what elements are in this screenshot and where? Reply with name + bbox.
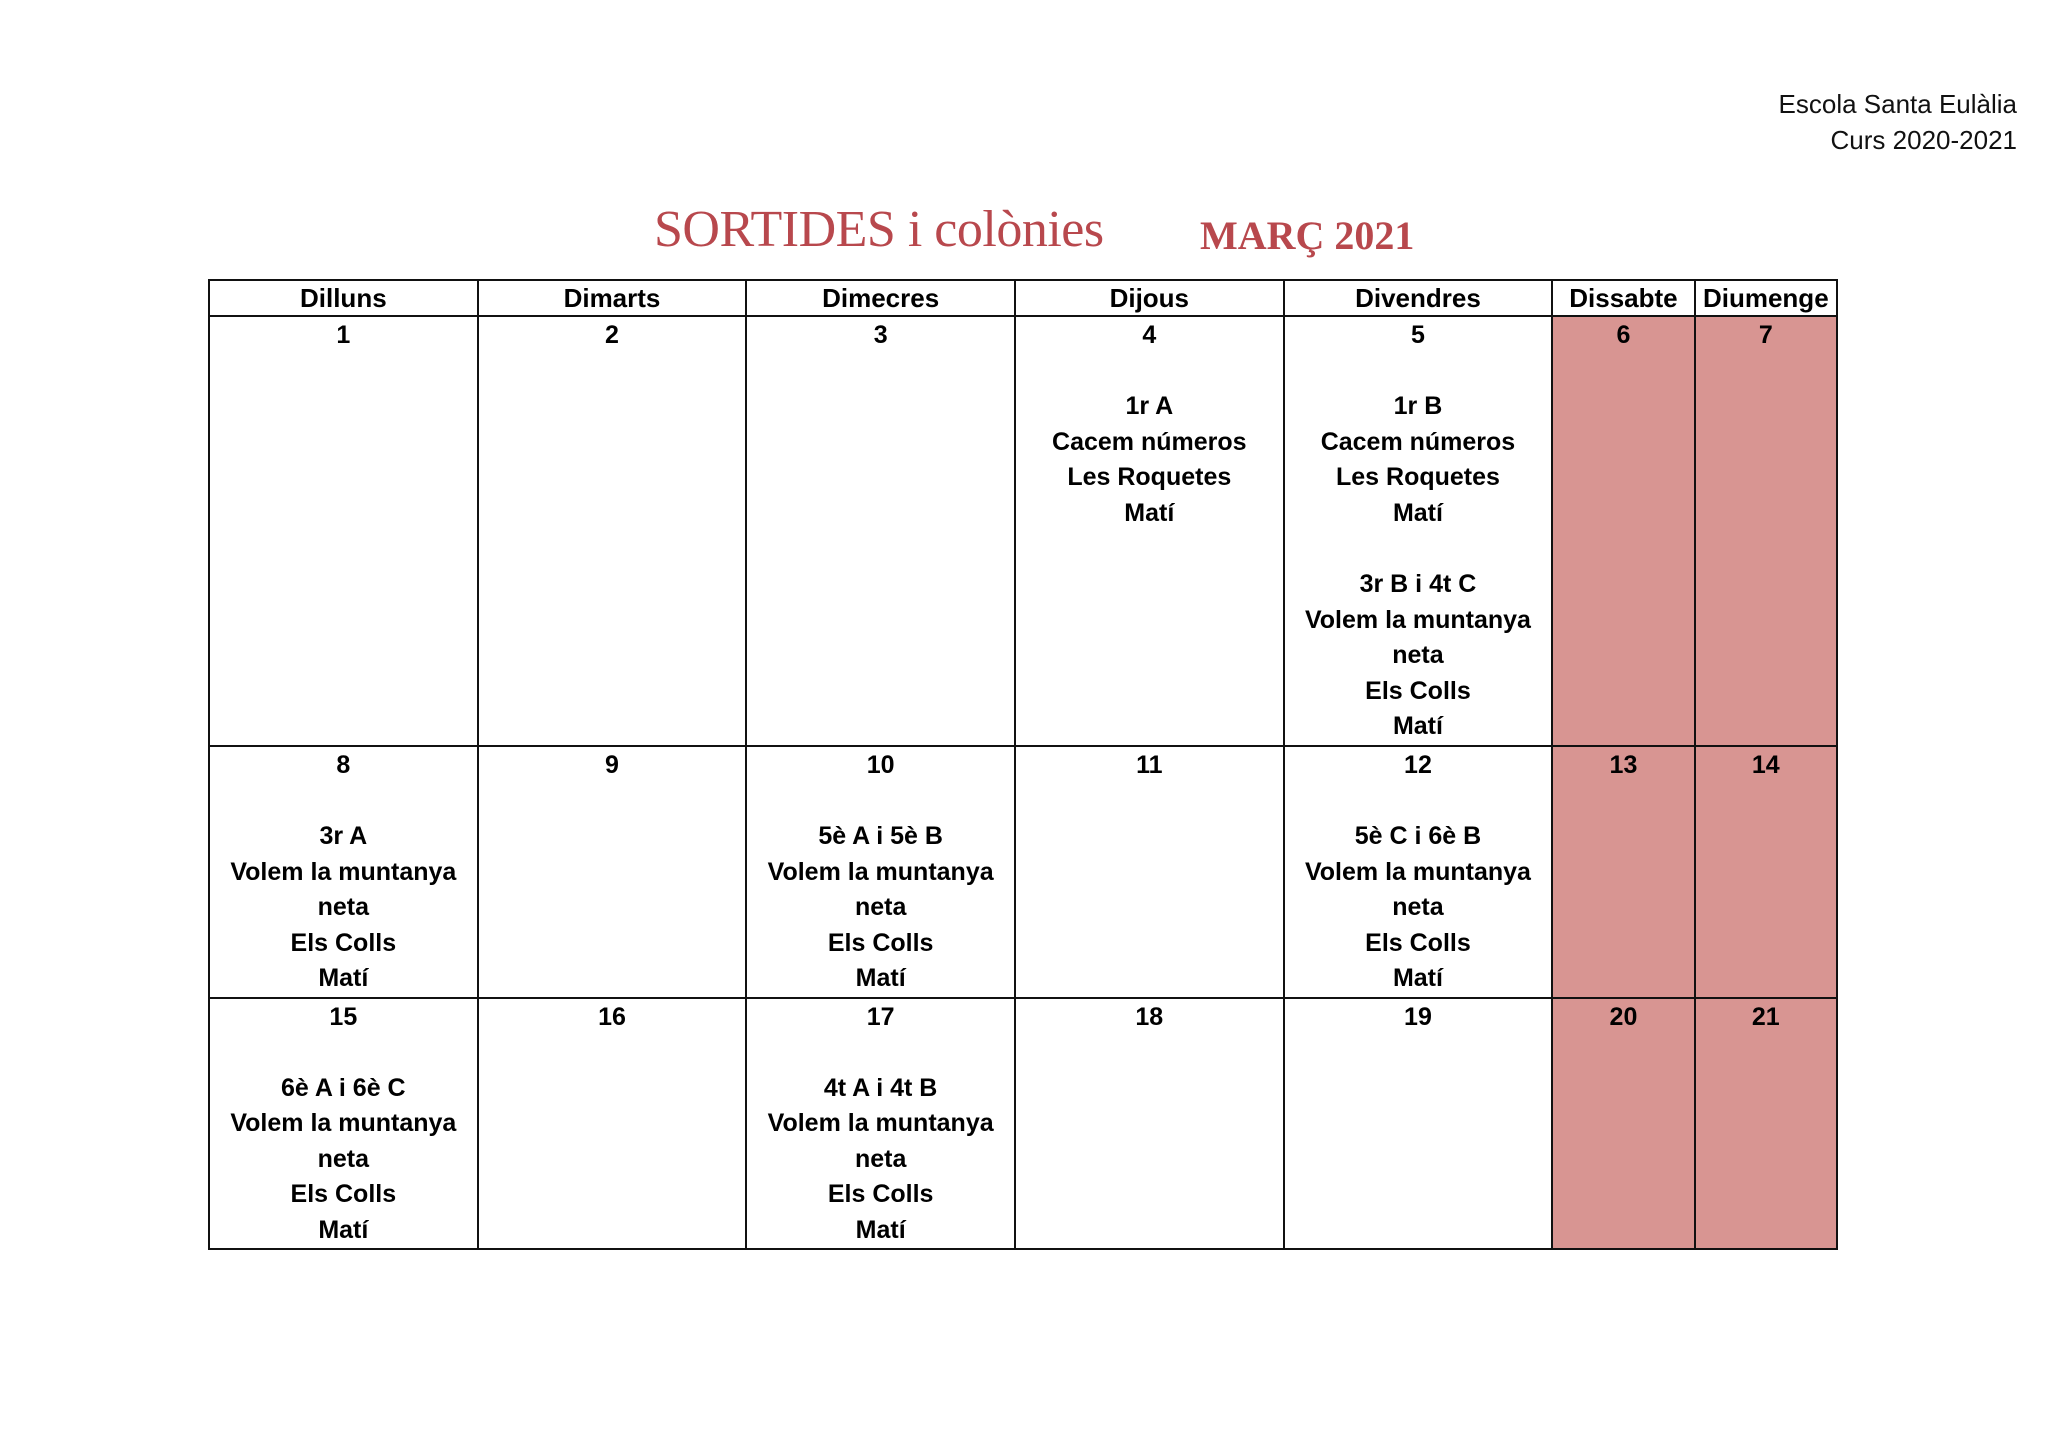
- day-cell: [209, 316, 478, 746]
- event-group: 6è A i 6è C: [281, 1073, 406, 1102]
- event-detail: Matí: [1392, 498, 1443, 527]
- event-detail: Matí: [318, 1215, 369, 1244]
- weekday-header: Dimecres: [746, 280, 1015, 316]
- event-group: 4t A i 4t B: [823, 1073, 938, 1102]
- event-detail: Els Colls: [1365, 676, 1471, 705]
- day-cell: [1695, 316, 1837, 746]
- day-number: 8: [336, 751, 351, 779]
- event-detail: Matí: [318, 964, 369, 992]
- event-detail: Matí: [855, 964, 906, 992]
- school-name: Escola Santa Eulàlia: [1778, 89, 2017, 119]
- day-cell: [209, 998, 478, 1250]
- event-detail: neta: [854, 1144, 907, 1173]
- event-detail: Els Colls: [290, 928, 397, 957]
- day-cell: [1284, 746, 1553, 998]
- day-number: 15: [329, 1002, 358, 1031]
- event-group: 3r B i 4t C: [1359, 570, 1477, 598]
- weekday-header: Dimarts: [478, 280, 747, 316]
- outing-event: [1020, 389, 1279, 531]
- page-title: SORTIDES i colònies: [654, 201, 1104, 258]
- day-number: 18: [1135, 1002, 1164, 1031]
- day-cell: [746, 316, 1015, 746]
- weekday-header: Dilluns: [209, 280, 478, 316]
- event-detail: neta: [1392, 893, 1444, 921]
- day-cell: [1015, 998, 1284, 1250]
- event-detail: Cacem números: [1052, 427, 1247, 456]
- day-number: 9: [605, 751, 619, 779]
- day-number: 14: [1751, 751, 1780, 779]
- day-number: 21: [1751, 1002, 1780, 1031]
- event-detail: Volem la muntanya: [767, 857, 994, 886]
- outing-event: [1289, 389, 1548, 531]
- event-detail: neta: [317, 1144, 370, 1173]
- day-number: 5: [1411, 321, 1425, 349]
- day-cell: [478, 998, 747, 1250]
- event-detail: Volem la muntanya: [1304, 857, 1531, 886]
- day-number: 12: [1404, 751, 1432, 779]
- outing-event: [214, 819, 473, 997]
- event-group: 5è A i 5è B: [818, 822, 943, 850]
- week-row: [209, 746, 1837, 998]
- week-row: [209, 316, 1837, 746]
- day-number: 11: [1136, 751, 1163, 779]
- day-cell: [1552, 316, 1694, 746]
- day-cell: [1284, 316, 1553, 746]
- event-group: 5è C i 6è B: [1354, 822, 1482, 850]
- event-detail: Volem la muntanya: [230, 857, 457, 886]
- day-number: 19: [1404, 1002, 1432, 1031]
- event-detail: neta: [317, 893, 370, 921]
- calendar-body: [209, 316, 1837, 1249]
- day-number: 13: [1609, 751, 1638, 779]
- weekday-header-row: [209, 280, 1837, 316]
- event-detail: Matí: [1392, 712, 1443, 740]
- event-group: 1r B: [1393, 392, 1443, 420]
- day-cell: [1695, 998, 1837, 1250]
- event-detail: Cacem números: [1320, 427, 1516, 456]
- weekday-header: Divendres: [1284, 280, 1553, 316]
- event-detail: Els Colls: [827, 928, 934, 957]
- event-detail: Matí: [855, 1215, 906, 1244]
- event-spacer: [1289, 531, 1548, 567]
- course-year: Curs 2020-2021: [1830, 125, 2017, 155]
- day-cell: [1552, 746, 1694, 998]
- day-cell: [1015, 316, 1284, 746]
- day-number: 1: [336, 321, 351, 349]
- outing-event: [1289, 567, 1548, 745]
- day-number: 16: [598, 1002, 626, 1031]
- event-detail: Les Roquetes: [1067, 463, 1232, 491]
- event-detail: Volem la muntanya: [767, 1109, 994, 1137]
- week-row: [209, 998, 1837, 1250]
- day-number: 10: [866, 751, 895, 779]
- day-cell: [1284, 998, 1553, 1250]
- day-cell: [746, 998, 1015, 1250]
- month-title: MARÇ 2021: [1200, 213, 1415, 258]
- day-cell: [1552, 998, 1694, 1250]
- weekday-header: Dijous: [1015, 280, 1284, 316]
- day-cell: [478, 746, 747, 998]
- weekday-header: Diumenge: [1695, 280, 1837, 316]
- event-group: 3r A: [319, 822, 368, 850]
- day-cell: [1695, 746, 1837, 998]
- day-number: 17: [866, 1002, 895, 1031]
- school-info: [1779, 86, 2017, 158]
- calendar-table: [208, 279, 1838, 1250]
- event-detail: neta: [1392, 641, 1444, 669]
- event-detail: Els Colls: [827, 1180, 934, 1208]
- outing-event: [751, 819, 1010, 997]
- outing-event: [751, 1071, 1010, 1249]
- outing-event: [214, 1071, 473, 1249]
- event-detail: Volem la muntanya: [230, 1109, 457, 1137]
- day-cell: [746, 746, 1015, 998]
- day-number: 7: [1758, 321, 1773, 349]
- day-cell: [209, 746, 478, 998]
- weekday-header: Dissabte: [1552, 280, 1694, 316]
- day-cell: [478, 316, 747, 746]
- day-number: 4: [1142, 321, 1157, 349]
- event-detail: Les Roquetes: [1335, 463, 1500, 491]
- day-number: 2: [605, 321, 619, 349]
- event-detail: Matí: [1124, 498, 1175, 527]
- event-detail: neta: [854, 893, 907, 921]
- day-number: 6: [1616, 321, 1631, 349]
- event-detail: Els Colls: [1365, 928, 1471, 957]
- day-number: 3: [873, 321, 888, 349]
- event-detail: Els Colls: [290, 1180, 397, 1208]
- event-detail: Volem la muntanya: [1304, 605, 1531, 634]
- event-group: 1r A: [1125, 392, 1174, 420]
- outing-event: [1289, 819, 1548, 997]
- day-number: 20: [1609, 1002, 1638, 1031]
- event-detail: Matí: [1392, 964, 1443, 992]
- day-cell: [1015, 746, 1284, 998]
